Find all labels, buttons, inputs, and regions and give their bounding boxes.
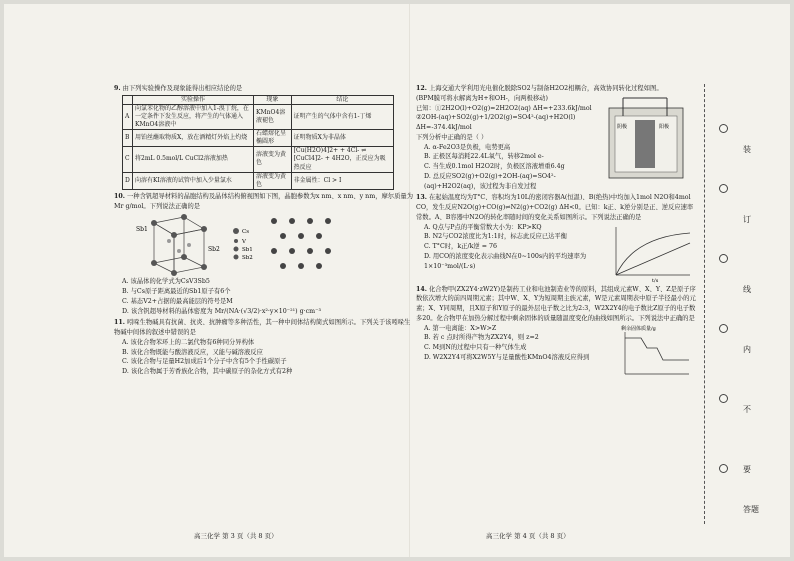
- right-page: [416, 84, 698, 384]
- left-page: [114, 84, 414, 379]
- svg-text:Sb2: Sb2: [242, 255, 253, 262]
- svg-text:Sb1: Sb1: [242, 247, 253, 254]
- question-12: 12. 上海交通大学利用光电催化脱除SO2与制备H2O2相耦合，高效协同转化过程如图。 (BPM膜可将水解离为H+和OH-，向两极移动) 已知：①2H2O(l)+O2(g)=2H2O2(aq) ΔH=+233.6kJ/mol ②2OH-(aq)+SO2(g)+1/2O2(g)=SO4²-(aq)+H2O(l) ΔH=-374.4kJ/mol 下列分析中正确的是（ ） A. α-Fe2O3是负极，电势更高 B. 正极区每消耗22.4L氧气，转移2mol e- C. 当生成0.1mol H2O2时，负极区溶液增重6.4g D. 总反应SO2(g)+O2(g)+2OH-(aq)=SO4²-(aq)+H2O2(aq)，该过程为非自发过程 阴极 阳极: [416, 84, 698, 191]
- conversion-graph: [604, 223, 694, 283]
- svg-text:V: V: [242, 239, 246, 246]
- question-9: 9. 由下列实验操作及现象能得出相应结论的是 实验操作 现象 结论 A 向氯苯化物的乙醇溶液中加入1-溴丁烷，在一定条件下发生反应，将产生的气体通入KMnO4溶液中 KMnO4溶液褪色 证明产生的气体中含有1-丁烯 B 用铂丝蘸取物质X，放在酒精灯外焰上灼烧 石蜡熔化呈椭圆形 证明物质X为非晶体 C 将2mL 0.5mol/L CuCl2溶液加热 溶液变为黄色 [Cu(H2O)4]2+ + 4Cl- ⇌ [CuCl4]2- + 4H2O，正反应为吸热反应 D 向溶有KI溶液的试管中加入少量氯水 溶液变为黄色 非金属性：Cl > I: [114, 84, 414, 190]
- binding-margin: 装 订 线 内 不 要 答题: [704, 84, 764, 524]
- exam-sheet: [4, 4, 790, 557]
- table-header: 实验操作 现象 结论: [123, 95, 394, 104]
- table-row: A 向氯苯化物的乙醇溶液中加入1-溴丁烷，在一定条件下发生反应，将产生的气体通入KMnO4溶液中 KMnO4溶液褪色 证明产生的气体中含有1-丁烯: [123, 104, 394, 129]
- left-footer: 高三化学 第 3 页（共 8 页）: [194, 532, 278, 540]
- question-11: 11. 吲哚生物碱具有抗菌、抗炎、抗肿瘤等多种活性，其一种中间体结构简式如图所示。下列关于该吲哚生物碱中间体的叙述中错误的是 A. 该化合物苯环上的二氯代物有6种同分异构体 B. 该化合物既能与酸溶液反应，又能与碱溶液反应 C. 该化合物与足量H2加成后1个分子中含有5个手性碳原子 D. 该化合物属于芳香族化合物，其中碳原子的杂化方式有2种: [114, 319, 411, 376]
- svg-text:阳极: 阳极: [659, 123, 670, 130]
- svg-text:剩余固体质量/g: 剩余固体质量/g: [621, 325, 656, 332]
- binding-hole: [719, 124, 728, 133]
- svg-text:阴极: 阴极: [617, 123, 628, 130]
- binding-hole: [719, 464, 728, 473]
- label-sb2: Sb2: [208, 246, 220, 254]
- binding-hole: [719, 254, 728, 263]
- binding-hole: [719, 184, 728, 193]
- label-sb1: Sb1: [136, 226, 148, 234]
- right-footer: 高三化学 第 4 页（共 8 页）: [486, 532, 570, 540]
- svg-text:t/s: t/s: [652, 277, 659, 283]
- thermogravimetric-graph: [611, 324, 691, 382]
- table-row: B 用铂丝蘸取物质X，放在酒精灯外焰上灼烧 石蜡熔化呈椭圆形 证明物质X为非晶体: [123, 130, 394, 147]
- question-13: 13. 在起始温度均为T°C、容积均为10L的密闭容器A(恒温)、B(绝热)中均加入1mol N2O和4mol CO，发生反应N2O(g)+CO(g)⇌N2(g)+CO2(g) ΔH<0。已知：k正、k逆分别是正、逆反应速率常数。A、B容器中N2O的转化率随时间的变化关系如图所示。下列说法正确的是 A. Q点与P点的平衡常数大小为：KP>KQ B. N2与CO2浓度比为1:1时，标志此反应已达平衡 C. T°C时，k正/k逆 = 76 D. 用CO的浓度变化表示曲线N在0~100s内的平均速率为1×10⁻³mol/(L·s) t/s: [416, 194, 694, 283]
- question-14: 14. 化合物甲(ZX2Y4·zW2Y)是制药工业和电池制造业等的原料，其组成元素W、X、Y、Z是原子序数依次增大的前四周期元素；其中W、X、Y为短周期主族元素，W是元素周期表中原子半径最小的元素；X、Y同周期，且X原子和Y原子的最外层电子数之比为2:3，W2X2Y4的电子数比Z原子的电子数多20。化合物甲在加热分解过程中剩余固体的质量随温度变化的曲线如图所示。下列说法中正确的是 A. 第一电离能：X>W>Z B. 若 c 点时所得产物为ZX2Y4，则 z=2 C. M到N的过程中只有一种气体生成 D. W2X2Y4可将X2W5Y与足量酸性KMnO4溶液反应得到 剩余固体质量/g: [416, 285, 698, 382]
- crystal-figure: [114, 211, 414, 277]
- table-row: C 将2mL 0.5mol/L CuCl2溶液加热 溶液变为黄色 [Cu(H2O)4]2+ + 4Cl- ⇌ [CuCl4]2- + 4H2O，正反应为吸热反应: [123, 147, 394, 172]
- experiment-table: [122, 95, 394, 190]
- question-10: 10. 一种含钒超导材料的晶胞结构及晶体结构俯视图如下图，晶胞参数为x nm、x nm、y nm，摩尔质量为Mr g/mol。下列说法正确的是 Sb1 Sb2 Cs V Sb1 Sb2 A. 该晶体的化学式为CsV3Sb5 B. 与Cs原子距离最近的Sb1原子有6个 C. 基态V2+占据的最高能层的符号是M D. 该含钒超导材料的晶体密度为 Mr/(NA·(√3/2)·x²·y×10⁻²¹) g·cm⁻³: [114, 192, 413, 315]
- binding-hole: [719, 394, 728, 403]
- crystal-structure-diagram: [114, 211, 404, 277]
- table-row: D 向溶有KI溶液的试管中加入少量氯水 溶液变为黄色 非金属性：Cl > I: [123, 172, 394, 189]
- binding-hole: [719, 324, 728, 333]
- electrolysis-cell-diagram: [601, 94, 693, 186]
- svg-text:Cs: Cs: [242, 229, 250, 236]
